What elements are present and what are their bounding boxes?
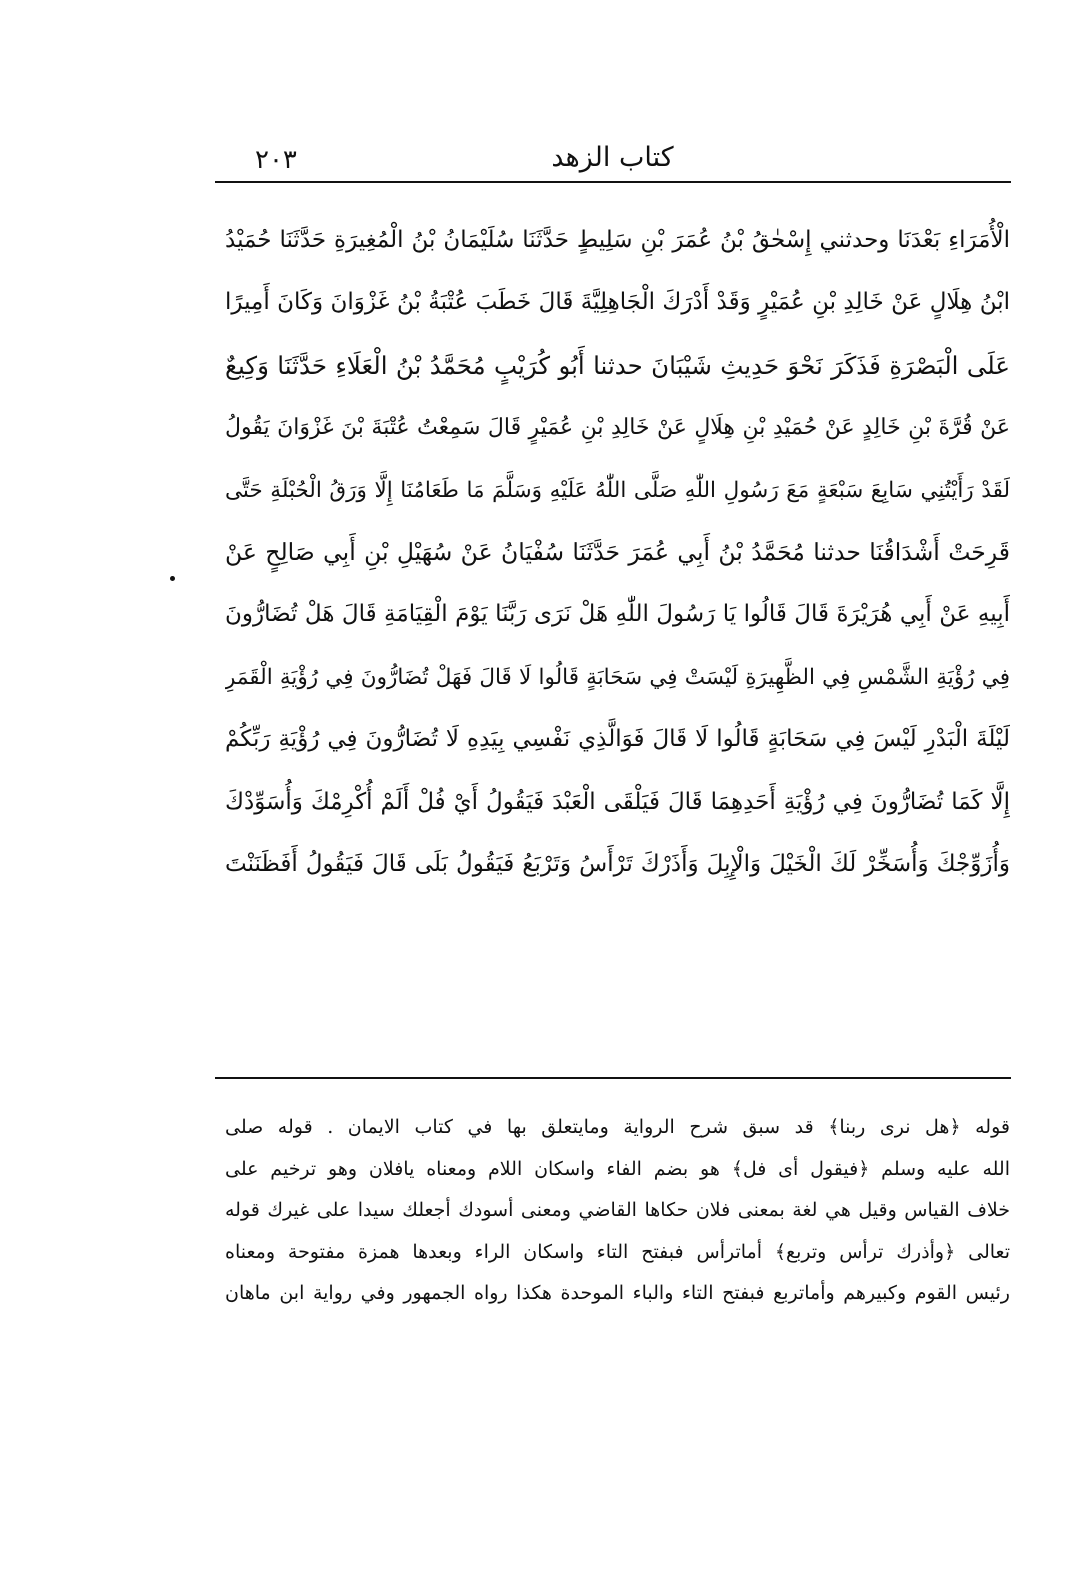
text-line: أَبِيهِ عَنْ أَبِي هُرَيْرَةَ قَالَ قَالُوا يَا رَسُولَ اللّٰهِ هَلْ نَرَى رَبَّنَا يَوْمَ الْقِيَامَةِ قَالَ هَلْ تُضَارُّونَ: [225, 601, 1010, 628]
page-header: [215, 138, 1010, 182]
text-line: فِي رُؤْيَةِ الشَّمْسِ فِي الظَّهِيرَةِ لَيْسَتْ فِي سَحَابَةٍ قَالُوا لَا قَالَ فَهَلْ تُضَارُّونَ فِي رُؤْيَةِ الْقَمَرِ: [225, 664, 1010, 690]
text-line: إِلَّا كَمَا تُضَارُّونَ فِي رُؤْيَةِ أَحَدِهِمَا قَالَ فَيَلْقَى الْعَبْدَ فَيَقُولُ أَيْ فُلْ أَلَمْ أُكْرِمْكَ وَأُسَوِّدْكَ: [225, 788, 1010, 815]
text-line: وَأُزَوِّجْكَ وَأُسَخِّرْ لَكَ الْخَيْلَ وَالْإِبِلَ وَأَذَرْكَ تَرْأَسُ وَتَرْبَعُ فَيَقُولُ بَلَى قَالَ فَيَقُولُ أَفَظَنَنْتَ: [225, 850, 1010, 877]
footnote-rule: [215, 1077, 1011, 1079]
header-rule: [215, 181, 1011, 183]
text-line: لَيْلَةَ الْبَدْرِ لَيْسَ فِي سَحَابَةٍ قَالُوا لَا قَالَ فَوَالَّذِي نَفْسِي بِيَدِهِ لَا تُضَارُّونَ فِي رُؤْيَةِ رَبِّكُمْ: [225, 726, 1010, 753]
commentary-line: خلاف القياس وقيل هي لغة بمعنى فلان حكاها القاضي ومعنى أسودك أجعلك سيدا على غيرك قوله: [225, 1199, 1010, 1221]
page-number: ٢٠٣: [255, 145, 297, 175]
commentary-line: قوله ﴿هل نرى ربنا﴾ قد سبق شرح الرواية ومايتعلق بها في كتاب الايمان . قوله صلى: [225, 1116, 1010, 1138]
commentary-line: رئيس القوم وكبيرهم وأماتربع فبفتح التاء والباء الموحدة هكذا رواه الجمهور وفي رواية ابن ماهان: [225, 1282, 1010, 1304]
scan-speck: [170, 576, 175, 581]
commentary-line: تعالى ﴿وأذرك ترأس وتربع﴾ أماترأس فبفتح التاء واسكان الراء وبعدها همزة مفتوحة ومعناه: [225, 1240, 1010, 1263]
text-line: لَقَدْ رَأَيْتُنِي سَابِعَ سَبْعَةٍ مَعَ رَسُولِ اللّٰهِ صَلَّى اللّٰهُ عَلَيْهِ وَسَلَّمَ مَا طَعَامُنَا إِلَّا وَرَقُ الْحُبْلَةِ حَتَّى: [225, 477, 1010, 503]
commentary-line: الله عليه وسلم ﴿فيقول أى فل﴾ هو بضم الفاء واسكان اللام ومعناه يافلان وهو ترخيم على: [225, 1157, 1010, 1180]
text-line: قَرِحَتْ أَشْدَاقُنَا حدثنا مُحَمَّدُ بْنُ أَبِي عُمَرَ حَدَّثَنَا سُفْيَانُ عَنْ سُهَيْلِ بْنِ أَبِي صَالِحٍ عَنْ: [225, 537, 1010, 566]
text-line: عَلَى الْبَصْرَةِ فَذَكَرَ نَحْوَ حَدِيثِ شَيْبَانَ حدثنا أَبُو كُرَيْبٍ مُحَمَّدُ بْنُ الْعَلَاءِ حَدَّثَنَا وَكِيعٌ: [225, 350, 1010, 380]
text-line: الْأُمَرَاءِ بَعْدَنَا وحدثني إِسْحٰقُ بْنُ عُمَرَ بْنِ سَلِيطٍ حَدَّثَنَا سُلَيْمَانُ بْنُ الْمُغِيرَةِ حَدَّثَنَا حُمَيْدُ: [225, 227, 1010, 253]
commentary-block: [225, 1110, 1010, 1318]
text-line: عَنْ قُرَّةَ بْنِ خَالِدٍ عَنْ حُمَيْدِ بْنِ هِلَالٍ عَنْ خَالِدِ بْنِ عُمَيْرٍ قَالَ سَمِعْتُ عُتْبَةَ بْنَ غَزْوَانَ يَقُولُ: [225, 415, 1010, 441]
hadith-text-block: [225, 212, 1010, 898]
text-line: ابْنُ هِلَالٍ عَنْ خَالِدِ بْنِ عُمَيْرٍ وَقَدْ أَدْرَكَ الْجَاهِلِيَّةَ قَالَ خَطَبَ عُتْبَةُ بْنُ غَزْوَانَ وَكَانَ أَمِيرًا: [225, 289, 1010, 316]
running-title: كتاب الزهد: [551, 142, 674, 173]
